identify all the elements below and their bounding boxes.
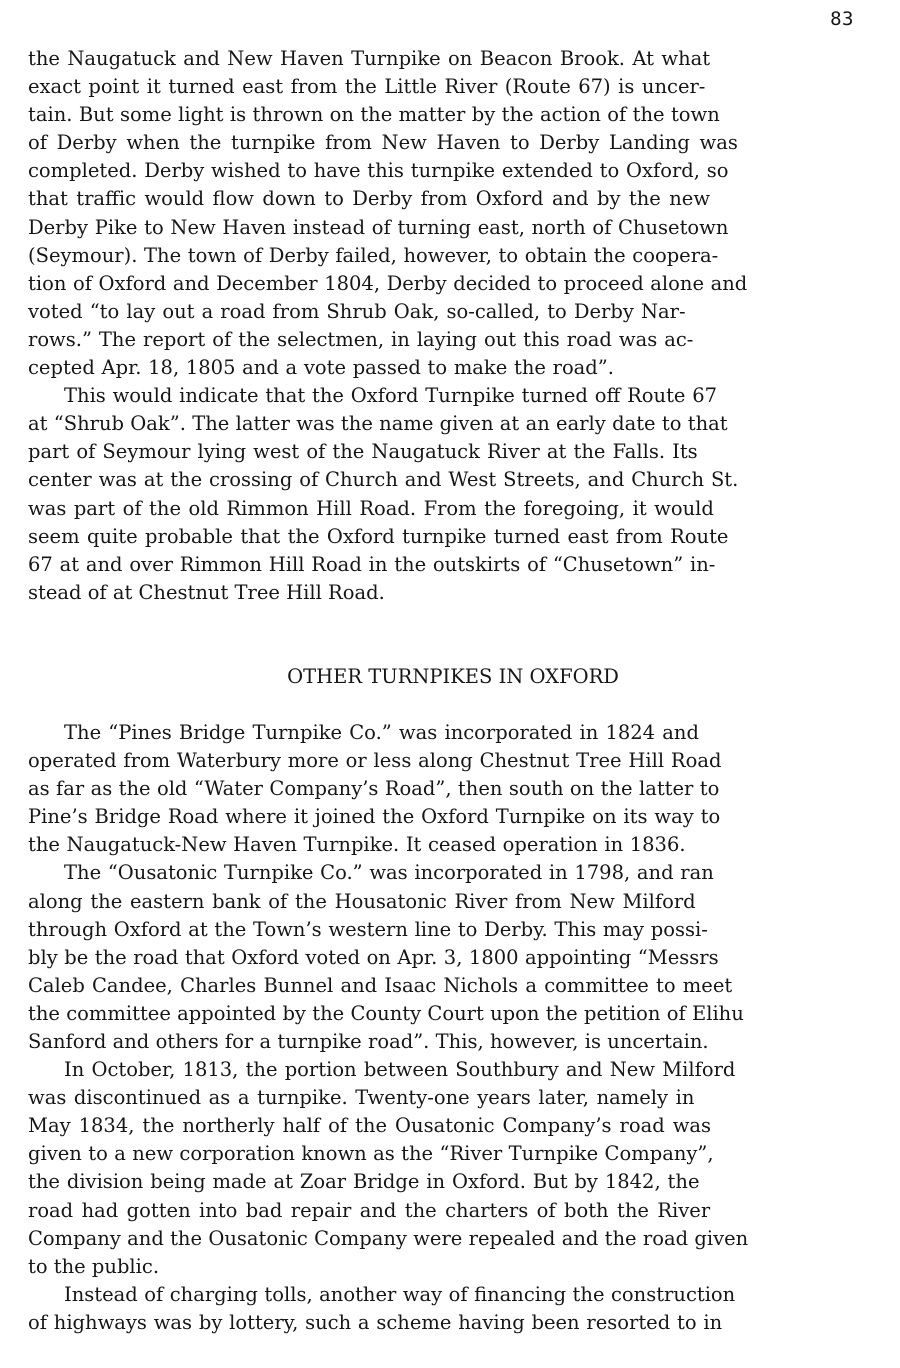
text-line: at “Shrub Oak”. The latter was the name given at an early date to that	[28, 412, 728, 436]
text-line: This would indicate that the Oxford Turnpike turned off Route 67	[64, 384, 718, 408]
text-line: cepted Apr. 18, 1805 and a vote passed to make the road”.	[28, 356, 614, 380]
text-line: In October, 1813, the portion between Southbury and New Milford	[64, 1058, 736, 1082]
text-line: center was at the crossing of Church and West Streets, and Church St.	[28, 468, 739, 492]
paragraph-5	[28, 1056, 870, 1281]
text-line: that traffic would flow down to Derby from Oxford and by the new	[28, 187, 711, 211]
text-line: (Seymour). The town of Derby failed, however, to obtain the coopera-	[28, 243, 719, 267]
paragraph-2	[28, 382, 870, 607]
text-line: tain. But some light is thrown on the matter by the action of the town	[28, 103, 720, 127]
text-line: the Naugatuck-New Haven Turnpike. It ceased operation in 1836.	[28, 833, 686, 857]
paragraph-4	[28, 859, 870, 1056]
page-number: 83	[830, 8, 854, 30]
text-line: Instead of charging tolls, another way of financing the construction	[64, 1282, 736, 1306]
text-line: bly be the road that Oxford voted on Apr. 3, 1800 appointing “Messrs	[28, 945, 719, 969]
text-line: voted “to lay out a road from Shrub Oak, so-called, to Derby Nar-	[28, 299, 686, 323]
text-line: 67 at and over Rimmon Hill Road in the outskirts of “Chusetown” in-	[28, 552, 716, 576]
text-line: was part of the old Rimmon Hill Road. From the foregoing, it would	[28, 496, 714, 520]
text-line: rows.” The report of the selectmen, in laying out this road was ac-	[28, 327, 694, 351]
section-heading: OTHER TURNPIKES IN OXFORD	[287, 664, 619, 688]
body-text	[28, 45, 870, 1337]
paragraph-1	[28, 45, 870, 382]
text-line: May 1834, the northerly half of the Ousatonic Company’s road was	[28, 1114, 712, 1138]
section-spacer	[28, 607, 870, 663]
text-line: was discontinued as a turnpike. Twenty-one years later, namely in	[28, 1086, 695, 1110]
text-line: Pine’s Bridge Road where it joined the Oxford Turnpike on its way to	[28, 805, 721, 829]
text-line: Sanford and others for a turnpike road”. This, however, is uncertain.	[28, 1030, 709, 1053]
text-line: seem quite probable that the Oxford turnpike turned east from Route	[28, 524, 729, 548]
text-line: tion of Oxford and December 1804, Derby decided to proceed alone and	[28, 271, 748, 295]
text-line: completed. Derby wished to have this turnpike extended to Oxford, so	[28, 159, 729, 183]
text-line: The “Ousatonic Turnpike Co.” was incorporated in 1798, and ran	[64, 861, 714, 885]
text-line: along the eastern bank of the Housatonic River from New Milford	[28, 889, 696, 913]
paragraph-3	[28, 719, 870, 859]
text-line: Company and the Ousatonic Company were repealed and the road given	[28, 1226, 749, 1250]
text-line: to the public.	[28, 1254, 160, 1278]
text-line: operated from Waterbury more or less along Chestnut Tree Hill Road	[28, 749, 722, 773]
text-line: of Derby when the turnpike from New Haven to Derby Landing was	[28, 131, 738, 155]
text-line: through Oxford at the Town’s western line to Derby. This may possi-	[28, 917, 708, 941]
text-line: exact point it turned east from the Little River (Route 67) is uncer-	[28, 75, 706, 99]
text-line: the Naugatuck and New Haven Turnpike on Beacon Brook. At what	[28, 47, 711, 70]
text-line: of highways was by lottery, such a scheme having been resorted to in	[28, 1310, 723, 1334]
text-line: as far as the old “Water Company’s Road”, then south on the latter to	[28, 777, 720, 801]
text-line: road had gotten into bad repair and the charters of both the River	[28, 1198, 711, 1222]
text-line: the committee appointed by the County Court upon the petition of Elihu	[28, 1001, 744, 1025]
text-line: the division being made at Zoar Bridge in Oxford. But by 1842, the	[28, 1170, 700, 1194]
section-spacer	[28, 691, 870, 719]
text-line: given to a new corporation known as the “River Turnpike Company”,	[28, 1142, 714, 1166]
text-line: part of Seymour lying west of the Naugatuck River at the Falls. Its	[28, 440, 698, 464]
text-line: The “Pines Bridge Turnpike Co.” was incorporated in 1824 and	[64, 720, 699, 744]
text-line: Derby Pike to New Haven instead of turning east, north of Chusetown	[28, 215, 729, 239]
text-line: stead of at Chestnut Tree Hill Road.	[28, 580, 385, 604]
paragraph-6	[28, 1281, 870, 1337]
text-line: Caleb Candee, Charles Bunnel and Isaac Nichols a committee to meet	[28, 973, 733, 997]
